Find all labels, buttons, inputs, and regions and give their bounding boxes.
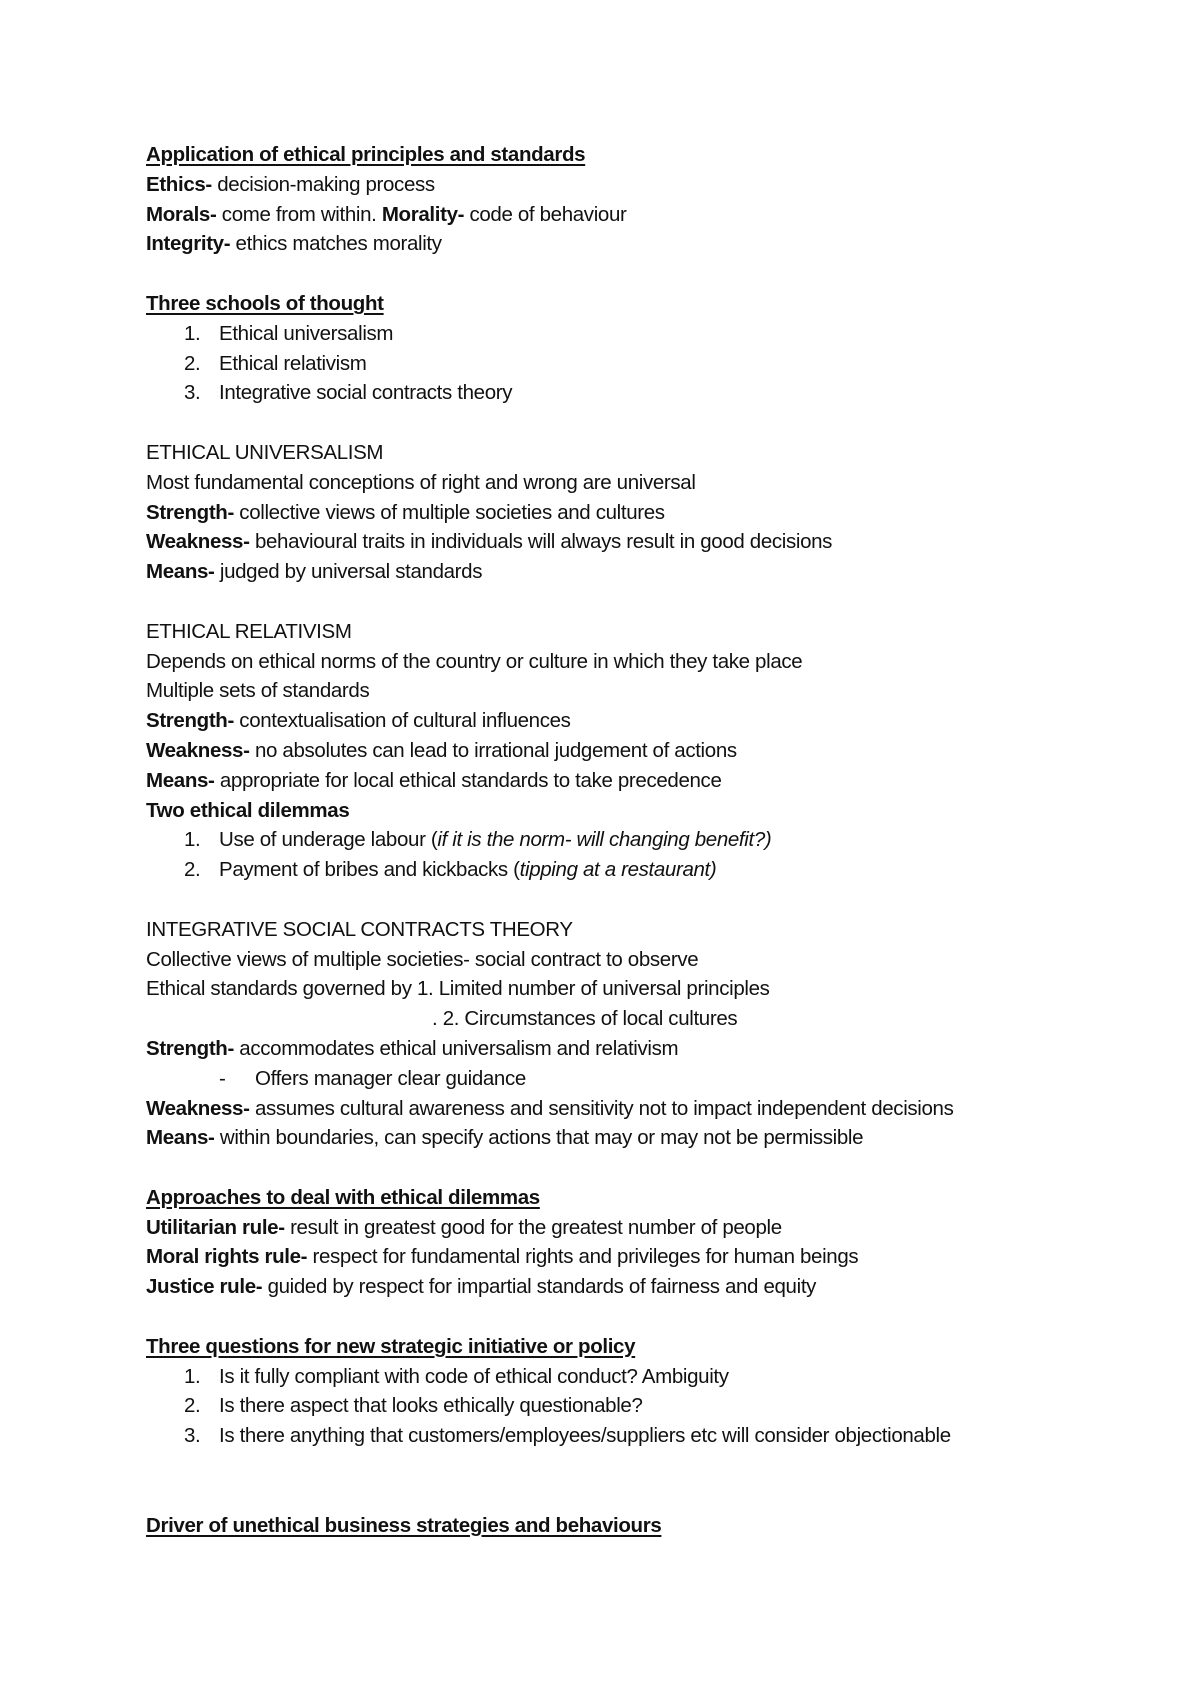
dash-text: Offers manager clear guidance xyxy=(255,1066,526,1090)
list-number: 2. xyxy=(184,1394,201,1418)
spacer xyxy=(146,587,1126,617)
paragraph-line: Collective views of multiple societies- social contract to observe xyxy=(146,947,699,971)
label-text: collective views of multiple societies and cultures xyxy=(233,500,665,524)
section-heading-approaches: Approaches to deal with ethical dilemmas xyxy=(146,1185,540,1209)
section-heading-universalism: ETHICAL UNIVERSALISM xyxy=(146,440,384,464)
weakness-line xyxy=(146,527,1126,557)
label-term: Moral rights rule- xyxy=(146,1245,308,1269)
label-text: judged by universal standards xyxy=(214,560,483,584)
label-text: contextualisation of cultural influences xyxy=(233,709,571,733)
paragraph-line: Most fundamental conceptions of right and wrong are universal xyxy=(146,470,696,494)
spacer xyxy=(146,1481,1126,1511)
label-text: guided by respect for impartial standards of fairness and equity xyxy=(262,1275,817,1299)
list-item xyxy=(146,825,1126,855)
strength-line xyxy=(146,706,1126,736)
definition-text: ethics matches morality xyxy=(230,232,442,256)
dash-mark: - xyxy=(219,1066,226,1090)
definition-text: code of behaviour xyxy=(464,202,627,226)
definition-term: Morals- xyxy=(146,202,217,226)
spacer xyxy=(146,1302,1126,1332)
definition-term: Ethics- xyxy=(146,172,212,196)
spacer xyxy=(146,408,1126,438)
label-term: Means- xyxy=(146,1126,215,1150)
label-term: Weakness- xyxy=(146,1096,250,1120)
label-term: Justice rule- xyxy=(146,1275,263,1299)
section-heading-schools: Three schools of thought xyxy=(146,291,384,315)
paragraph-line: Ethical standards governed by 1. Limited number of universal principles xyxy=(146,977,770,1001)
list-number: 2. xyxy=(184,351,201,375)
label-text: behavioural traits in individuals will always result in good decisions xyxy=(249,530,833,554)
list-number: 3. xyxy=(184,381,201,405)
label-term: Strength- xyxy=(146,500,234,524)
label-term: Strength- xyxy=(146,1036,234,1060)
list-item xyxy=(146,319,1126,349)
paragraph-line: Multiple sets of standards xyxy=(146,679,370,703)
list-text: Ethical universalism xyxy=(219,321,394,345)
label-text: accommodates ethical universalism and relativism xyxy=(233,1036,679,1060)
list-number: 2. xyxy=(184,858,201,882)
label-text: appropriate for local ethical standards to take precedence xyxy=(214,768,722,792)
label-text: assumes cultural awareness and sensitivity not to impact independent decisions xyxy=(249,1096,954,1120)
list-number: 1. xyxy=(184,828,201,852)
subheading-text: Two ethical dilemmas xyxy=(146,798,350,822)
list-text: Use of underage labour ( xyxy=(219,828,438,852)
label-term: Strength- xyxy=(146,709,234,733)
list-item xyxy=(146,855,1126,885)
list-item xyxy=(146,1362,1126,1392)
weakness-line xyxy=(146,1094,1126,1124)
label-term: Means- xyxy=(146,768,215,792)
weakness-line xyxy=(146,736,1126,766)
dash-list-item xyxy=(146,1064,1126,1094)
list-number: 1. xyxy=(184,321,201,345)
paragraph-line: Depends on ethical norms of the country or culture in which they take place xyxy=(146,649,803,673)
list-text: Is there anything that customers/employees/suppliers etc will consider objectionable xyxy=(219,1424,951,1448)
spacer xyxy=(146,259,1126,289)
spacer xyxy=(146,1153,1126,1183)
label-text: within boundaries, can specify actions that may or may not be permissible xyxy=(214,1126,864,1150)
spacer xyxy=(146,1451,1126,1481)
approach-line xyxy=(146,1242,1126,1272)
definition-term: Morality- xyxy=(381,202,465,226)
definition-integrity xyxy=(146,229,1126,259)
list-text: Is there aspect that looks ethically questionable? xyxy=(219,1394,643,1418)
section-heading-questions: Three questions for new strategic initiative or policy xyxy=(146,1334,636,1358)
list-text-italic: tipping at a restaurant) xyxy=(519,858,717,882)
spacer xyxy=(146,885,1126,915)
definition-term: Integrity- xyxy=(146,232,231,256)
definition-morals xyxy=(146,200,1126,230)
strength-line xyxy=(146,498,1126,528)
definition-ethics xyxy=(146,170,1126,200)
label-text: result in greatest good for the greatest number of people xyxy=(284,1215,782,1239)
list-text: Integrative social contracts theory xyxy=(219,381,513,405)
approach-line xyxy=(146,1272,1126,1302)
list-text: Payment of bribes and kickbacks ( xyxy=(219,858,520,882)
section-heading-drivers: Driver of unethical business strategies and behaviours xyxy=(146,1513,662,1537)
label-term: Means- xyxy=(146,560,215,584)
label-term: Utilitarian rule- xyxy=(146,1215,285,1239)
definition-text: come from within. xyxy=(216,202,382,226)
list-item xyxy=(146,1421,1126,1451)
means-line xyxy=(146,557,1126,587)
list-number: 1. xyxy=(184,1364,201,1388)
list-item xyxy=(146,349,1126,379)
list-text-italic: if it is the norm- will changing benefit?) xyxy=(437,828,772,852)
means-line xyxy=(146,766,1126,796)
list-text: Is it fully compliant with code of ethical conduct? Ambiguity xyxy=(219,1364,729,1388)
label-text: respect for fundamental rights and privileges for human beings xyxy=(307,1245,859,1269)
paragraph-line-indented: . 2. Circumstances of local cultures xyxy=(432,1007,738,1031)
definition-text: decision-making process xyxy=(211,172,435,196)
strength-line xyxy=(146,1034,1126,1064)
list-text: Ethical relativism xyxy=(219,351,367,375)
label-text: no absolutes can lead to irrational judgement of actions xyxy=(249,738,737,762)
means-line xyxy=(146,1123,1126,1153)
page-title: Application of ethical principles and standards xyxy=(146,143,586,166)
list-number: 3. xyxy=(184,1424,201,1448)
section-heading-relativism: ETHICAL RELATIVISM xyxy=(146,619,352,643)
list-item xyxy=(146,378,1126,408)
subheading-dilemmas xyxy=(146,796,1126,826)
approach-line xyxy=(146,1213,1126,1243)
document-page xyxy=(146,140,1126,1540)
label-term: Weakness- xyxy=(146,738,250,762)
section-heading-isct: INTEGRATIVE SOCIAL CONTRACTS THEORY xyxy=(146,917,573,941)
label-term: Weakness- xyxy=(146,530,250,554)
list-item xyxy=(146,1391,1126,1421)
